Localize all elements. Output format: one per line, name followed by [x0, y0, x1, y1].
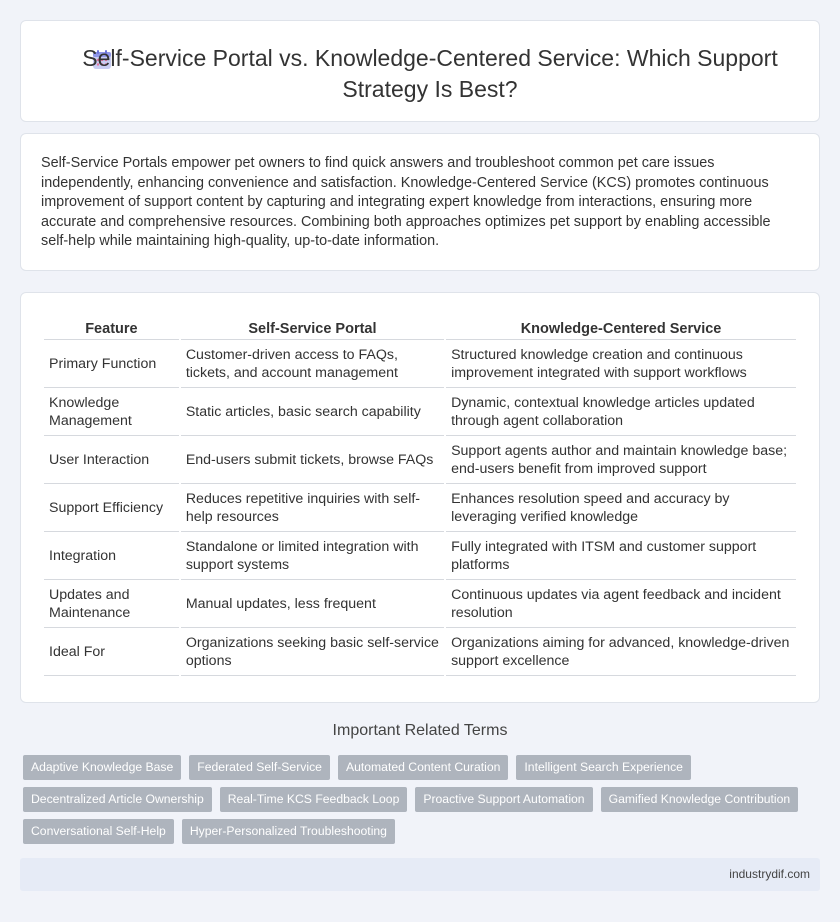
- feature-cell: Updates and Maintenance: [44, 580, 179, 628]
- comparison-card: [20, 292, 820, 703]
- related-term-tag[interactable]: Intelligent Search Experience: [516, 755, 691, 780]
- kcs-cell: Enhances resolution speed and accuracy by leveraging verified knowledge: [446, 484, 796, 532]
- header-feature: Feature: [44, 313, 179, 340]
- footer-site-link[interactable]: industrydif.com: [729, 867, 810, 881]
- feature-cell: Support Efficiency: [44, 484, 179, 532]
- page-title: Self-Service Portal vs. Knowledge-Centered Service: Which Support Strategy Is Best?: [82, 45, 778, 102]
- table-row: [44, 628, 796, 676]
- header-self-service-portal: Self-Service Portal: [181, 313, 444, 340]
- feature-cell: User Interaction: [44, 436, 179, 484]
- header-knowledge-centered-service: Knowledge-Centered Service: [446, 313, 796, 340]
- portal-cell: Manual updates, less frequent: [181, 580, 444, 628]
- table-row: [44, 436, 796, 484]
- related-term-tag[interactable]: Hyper-Personalized Troubleshooting: [182, 819, 395, 844]
- table-row: [44, 532, 796, 580]
- kcs-cell: Continuous updates via agent feedback and incident resolution: [446, 580, 796, 628]
- intro-paragraph: Self-Service Portals empower pet owners to find quick answers and troubleshoot common pet care issues independently, enhancing convenience and satisfaction. Knowledge-Centered Service (KCS) promotes continuous improvement of support content by capturing and integrating expert knowledge from interactions, ensuring more accurate and comprehensive resources. Combining both approaches optimizes pet support by enabling accessible self-help while maintaining high-quality, up-to-date information.: [41, 155, 771, 250]
- portal-cell: Customer-driven access to FAQs, tickets, and account management: [181, 340, 444, 388]
- portal-cell: Static articles, basic search capability: [181, 388, 444, 436]
- kcs-cell: Support agents author and maintain knowledge base; end-users benefit from improved support: [446, 436, 796, 484]
- footer-bar: [20, 858, 820, 891]
- kcs-cell: Fully integrated with ITSM and customer support platforms: [446, 532, 796, 580]
- table-row: [44, 484, 796, 532]
- related-term-tag[interactable]: Automated Content Curation: [338, 755, 508, 780]
- table-row: [44, 340, 796, 388]
- portal-cell: Organizations seeking basic self-service options: [181, 628, 444, 676]
- portal-cell: Standalone or limited integration with support systems: [181, 532, 444, 580]
- intro-card: [20, 133, 820, 271]
- title-card: [20, 20, 820, 122]
- related-term-tag[interactable]: Proactive Support Automation: [415, 787, 592, 812]
- kcs-cell: Dynamic, contextual knowledge articles updated through agent collaboration: [446, 388, 796, 436]
- feature-cell: Integration: [44, 532, 179, 580]
- feature-cell: Primary Function: [44, 340, 179, 388]
- table-header-row: [44, 313, 796, 340]
- kcs-cell: Organizations aiming for advanced, knowledge-driven support excellence: [446, 628, 796, 676]
- portal-cell: End-users submit tickets, browse FAQs: [181, 436, 444, 484]
- related-term-tag[interactable]: Gamified Knowledge Contribution: [601, 787, 799, 812]
- related-term-tag[interactable]: Decentralized Article Ownership: [23, 787, 212, 812]
- related-terms-list: [23, 755, 813, 844]
- related-term-tag[interactable]: Conversational Self-Help: [23, 819, 174, 844]
- feature-cell: Knowledge Management: [44, 388, 179, 436]
- related-term-tag[interactable]: Real-Time KCS Feedback Loop: [220, 787, 408, 812]
- comparison-table: [42, 313, 798, 676]
- feature-cell: Ideal For: [44, 628, 179, 676]
- table-row: [44, 388, 796, 436]
- related-term-tag[interactable]: Adaptive Knowledge Base: [23, 755, 181, 780]
- related-terms-heading: Important Related Terms: [332, 722, 508, 739]
- kcs-cell: Structured knowledge creation and continuous improvement integrated with support workflows: [446, 340, 796, 388]
- related-term-tag[interactable]: Federated Self-Service: [189, 755, 330, 780]
- table-row: [44, 580, 796, 628]
- portal-cell: Reduces repetitive inquiries with self-help resources: [181, 484, 444, 532]
